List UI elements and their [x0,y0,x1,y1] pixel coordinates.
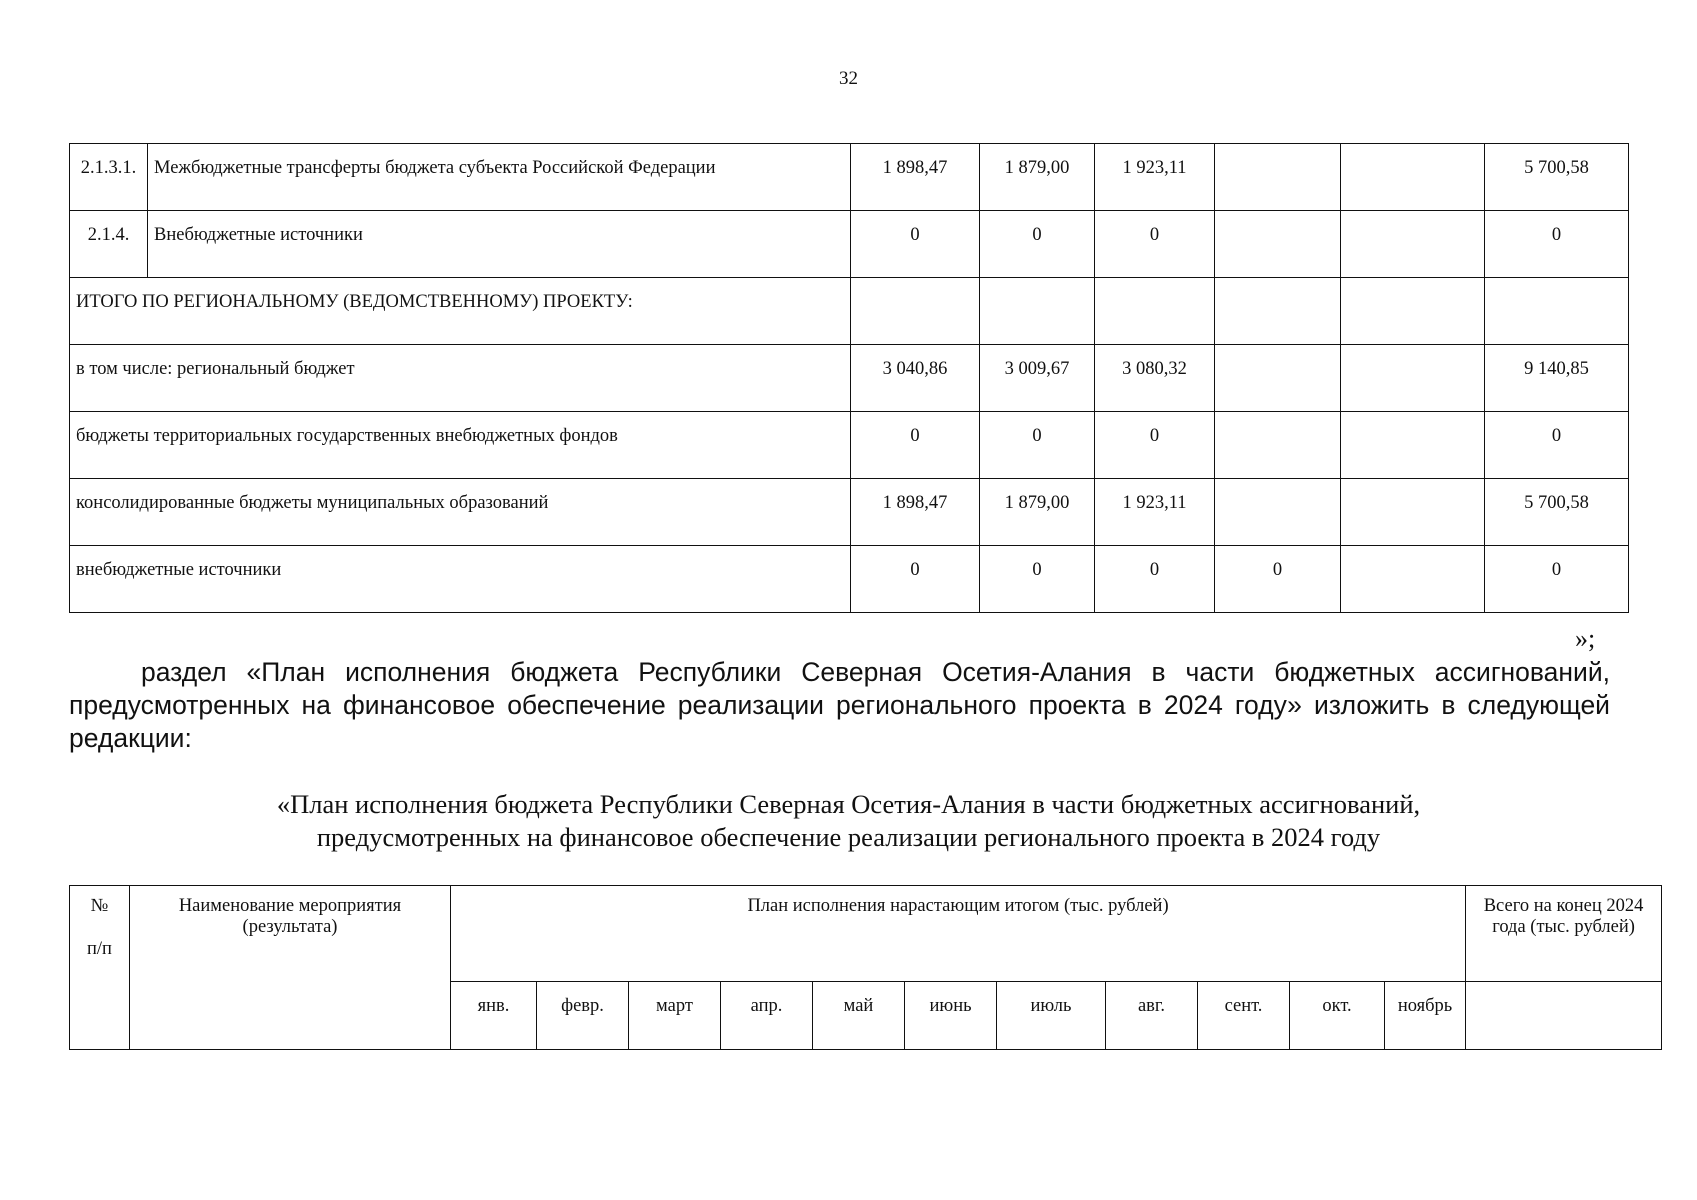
value-cell-v3: 0 [1095,211,1215,278]
value-cell-v3: 0 [1095,546,1215,613]
value-cell-v3 [1095,278,1215,345]
row-name-cell: внебюджетные источники [70,546,851,613]
value-cell-v5 [1341,278,1485,345]
month-header-cell: сент. [1198,982,1290,1050]
month-header-cell: янв. [451,982,537,1050]
value-cell-total: 5 700,58 [1485,479,1629,546]
header-name-cell: Наименование мероприятия (результата) [130,886,451,1050]
plan-table [69,885,1662,1050]
value-cell-v4: 0 [1215,546,1341,613]
plan-heading [0,788,1697,854]
value-cell-total: 0 [1485,546,1629,613]
value-cell-v5 [1341,412,1485,479]
value-cell-v1: 0 [851,412,980,479]
month-header-cell: март [629,982,721,1050]
value-cell-v2: 0 [980,211,1095,278]
month-header-cell: авг. [1106,982,1198,1050]
value-cell-v1: 1 898,47 [851,144,980,211]
value-cell-v3: 1 923,11 [1095,144,1215,211]
header-number-pp: п/п [87,939,112,959]
value-cell-v2: 0 [980,412,1095,479]
value-cell-v4 [1215,412,1341,479]
value-cell-total: 9 140,85 [1485,345,1629,412]
month-header-cell: окт. [1290,982,1385,1050]
row-name-cell: бюджеты территориальных государственных внебюджетных фондов [70,412,851,479]
table-row [70,412,1629,479]
month-header-cell: февр. [537,982,629,1050]
row-name-cell: в том числе: региональный бюджет [70,345,851,412]
value-cell-v2 [980,278,1095,345]
value-cell-v4 [1215,278,1341,345]
amendment-paragraph: раздел «План исполнения бюджета Республики Северная Осетия-Алания в части бюджетных ассигнований, предусмотренных на финансовое обеспечение реализации регионального проекта в 2024 году» изложить в следующей редакции: [69,657,1610,753]
value-cell-v5 [1341,144,1485,211]
closing-quote: »; [1575,624,1596,653]
table-row [70,144,1629,211]
row-name-cell: консолидированные бюджеты муниципальных образований [70,479,851,546]
table-row [70,479,1629,546]
value-cell-v5 [1341,479,1485,546]
value-cell-total [1485,278,1629,345]
table-row [70,546,1629,613]
value-cell-v1: 0 [851,211,980,278]
value-cell-v4 [1215,345,1341,412]
value-cell-v5 [1341,211,1485,278]
value-cell-v3: 0 [1095,412,1215,479]
month-header-cell: июль [997,982,1106,1050]
value-cell-v5 [1341,546,1485,613]
row-name-cell: Межбюджетные трансферты бюджета субъекта Российской Федерации [148,144,851,211]
header-plan-cell: План исполнения нарастающим итогом (тыс. рублей) [451,886,1466,982]
value-cell-v3: 3 080,32 [1095,345,1215,412]
total-subheader-cell [1466,982,1662,1050]
value-cell-v2: 0 [980,546,1095,613]
row-name-cell: Внебюджетные источники [148,211,851,278]
header-number-cell [70,886,130,1050]
heading-line-1: «План исполнения бюджета Республики Северная Осетия-Алания в части бюджетных ассигнований, [276,789,1421,819]
page-number: 32 [839,68,858,89]
table-row [70,345,1629,412]
month-header-cell: июнь [905,982,997,1050]
table-row [70,211,1629,278]
value-cell-v3: 1 923,11 [1095,479,1215,546]
value-cell-v4 [1215,211,1341,278]
value-cell-v1: 3 040,86 [851,345,980,412]
value-cell-total: 0 [1485,412,1629,479]
month-header-cell: ноябрь [1385,982,1466,1050]
value-cell-v2: 1 879,00 [980,479,1095,546]
value-cell-v2: 3 009,67 [980,345,1095,412]
header-number-symbol: № [90,896,109,916]
value-cell-v1: 1 898,47 [851,479,980,546]
value-cell-total: 5 700,58 [1485,144,1629,211]
funding-table [69,143,1629,613]
row-number-cell: 2.1.3.1. [70,144,148,211]
row-number-cell: 2.1.4. [70,211,148,278]
value-cell-v4 [1215,144,1341,211]
table-row [70,278,1629,345]
value-cell-v1: 0 [851,546,980,613]
value-cell-v2: 1 879,00 [980,144,1095,211]
value-cell-v4 [1215,479,1341,546]
value-cell-total: 0 [1485,211,1629,278]
month-header-cell: апр. [721,982,813,1050]
value-cell-v1 [851,278,980,345]
header-total-cell: Всего на конец 2024 года (тыс. рублей) [1466,886,1662,982]
row-name-cell: ИТОГО ПО РЕГИОНАЛЬНОМУ (ВЕДОМСТВЕННОМУ) ПРОЕКТУ: [70,278,851,345]
value-cell-v5 [1341,345,1485,412]
heading-line-2: предусмотренных на финансовое обеспечение реализации регионального проекта в 2024 году [316,822,1381,852]
month-header-cell: май [813,982,905,1050]
